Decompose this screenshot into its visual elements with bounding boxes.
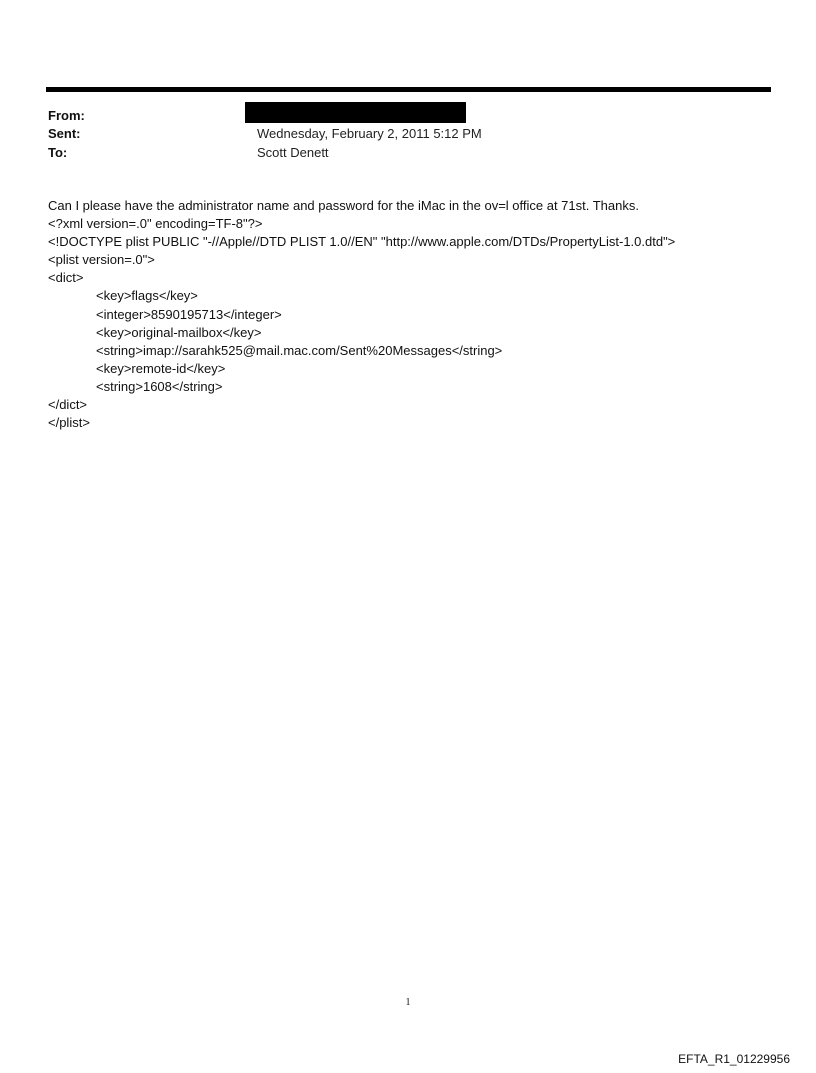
- doctype-line: <!DOCTYPE plist PUBLIC "-//Apple//DTD PLIST 1.0//EN" "http://www.apple.com/DTDs/PropertyList-1.0.dtd">: [48, 234, 676, 250]
- redaction-box: [245, 102, 466, 123]
- plist-close: </plist>: [48, 415, 90, 431]
- dict-line: <key>flags</key>: [96, 288, 198, 304]
- dict-line: <key>remote-id</key>: [96, 360, 226, 376]
- dict-line: <string>1608</string>: [96, 378, 223, 394]
- dict-open: <dict>: [48, 270, 84, 286]
- xml-declaration: <?xml version=.0" encoding=TF-8"?>: [48, 216, 263, 232]
- email-body: [48, 197, 768, 432]
- sent-value: Wednesday, February 2, 2011 5:12 PM: [257, 126, 482, 141]
- message-text: Can I please have the administrator name and password for the iMac in the ov=l office at 71st. Thanks.: [48, 198, 639, 213]
- page-number: 1: [405, 997, 411, 1008]
- dict-line: <integer>8590195713</integer>: [96, 306, 282, 322]
- dict-line: <string>imap://sarahk525@mail.mac.com/Sent%20Messages</string>: [96, 342, 503, 358]
- dict-line: <key>original-mailbox</key>: [96, 324, 262, 340]
- dict-close: </dict>: [48, 397, 88, 413]
- header-rule: [46, 87, 771, 92]
- bates-number: EFTA_R1_01229956: [678, 1052, 790, 1066]
- to-value: Scott Denett: [257, 145, 329, 160]
- to-label: To:: [48, 145, 68, 160]
- plist-open: <plist version=.0">: [48, 252, 155, 268]
- from-label: From:: [48, 108, 85, 123]
- sent-label: Sent:: [48, 126, 81, 141]
